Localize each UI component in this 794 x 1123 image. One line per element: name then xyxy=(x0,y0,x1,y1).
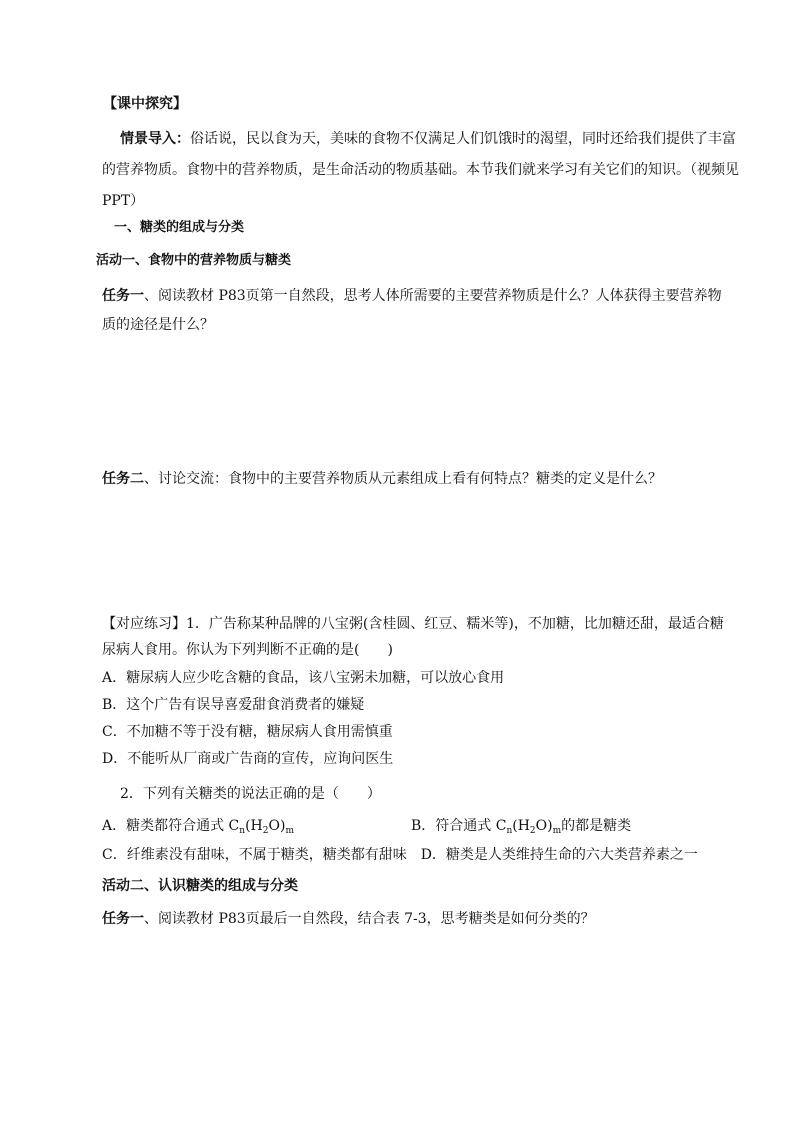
formula-h: (H xyxy=(245,818,263,834)
activity-1-task-1-line-1 xyxy=(102,286,722,306)
q1-option-a: A．糖尿病人应少吃含糖的食品，该八宝粥未加糖，可以放心食用 xyxy=(102,670,505,686)
activity-1-task-1-label: 任务一 xyxy=(102,288,144,304)
activity-1-task-1-text: 、阅读教材 P83页第一自然段，思考人体所需要的主要营养物质是什么？人体获得主要营养物 xyxy=(144,288,722,304)
q2-option-b-suffix: 的都是糖类 xyxy=(561,818,632,834)
q2-option-a xyxy=(102,816,294,841)
activity-1-task-1-line-2: 质的途径是什么？ xyxy=(102,317,214,333)
practice-q1-stem-1: 1．广告称某种品牌的八宝粥(含桂圆、红豆、糯米等)，不加糖，比加糖还甜，最适合糖 xyxy=(186,616,724,632)
formula-o: O) xyxy=(535,818,553,834)
q1-option-d: D．不能听从厂商或广告商的宣传，应询问医生 xyxy=(102,751,394,767)
q1-option-b: B．这个广告有误导喜爱甜食消费者的嫌疑 xyxy=(102,697,365,713)
formula-sub-2: 2 xyxy=(529,826,536,836)
formula-o: O) xyxy=(268,818,286,834)
formula-sub-n: n xyxy=(239,826,246,836)
heading-1: 一、糖类的组成与分类 xyxy=(114,220,245,235)
practice-q1-line-1 xyxy=(102,614,724,634)
formula-sub-2: 2 xyxy=(262,826,269,836)
intro-line-1 xyxy=(120,129,736,149)
practice-q2-stem: 2．下列有关糖类的说法正确的是（ ） xyxy=(120,786,381,802)
intro-text-1: 俗话说，民以食为天，美味的食物不仅满足人们饥饿时的渴望，同时还给我们提供了丰富 xyxy=(190,131,736,147)
formula-h: (H xyxy=(512,818,530,834)
intro-line-2: 的营养物质。食物中的营养物质，是生命活动的物质基础。本节我们就来学习有关它们的知识。（视频见 xyxy=(102,162,739,178)
activity-1-title: 活动一、食物中的营养物质与糖类 xyxy=(96,253,292,268)
activity-2-task-1-text: 、阅读教材 P83页最后一自然段，结合表 7-3，思考糖类是如何分类的？ xyxy=(144,911,595,927)
q2-option-cd: C．纤维素没有甜味，不属于糖类，糖类都有甜味 D．糖类是人类维持生命的六大类营养素之一 xyxy=(102,847,698,863)
q1-option-c: C．不加糖不等于没有糖，糖尿病人食用需慎重 xyxy=(102,724,393,740)
practice-q1-line-2: 尿病人食用。你认为下列判断不正确的是( ) xyxy=(102,642,393,658)
intro-label: 情景导入： xyxy=(120,131,190,147)
activity-2-title: 活动二、认识糖类的组成与分类 xyxy=(102,878,298,894)
activity-2-task-1 xyxy=(102,909,595,929)
formula-sub-m: m xyxy=(285,826,294,836)
formula-sub-m: m xyxy=(552,826,562,836)
formula-sub-n: n xyxy=(506,826,513,836)
activity-1-task-2-text: 、讨论交流：食物中的主要营养物质从元素组成上看有何特点？糖类的定义是什么？ xyxy=(144,471,662,487)
q2-option-b xyxy=(411,816,631,841)
intro-line-3: PPT） xyxy=(102,193,145,209)
activity-1-task-2-label: 任务二 xyxy=(102,471,144,487)
activity-2-task-1-label: 任务一 xyxy=(102,911,144,927)
activity-1-task-2 xyxy=(102,469,662,489)
q2-option-b-text: B．符合通式 C xyxy=(411,818,507,834)
section-header: 【课中探究】 xyxy=(103,96,187,112)
q2-option-a-text: A．糖类都符合通式 C xyxy=(102,818,240,834)
practice-label: 【对应练习】 xyxy=(102,616,186,632)
